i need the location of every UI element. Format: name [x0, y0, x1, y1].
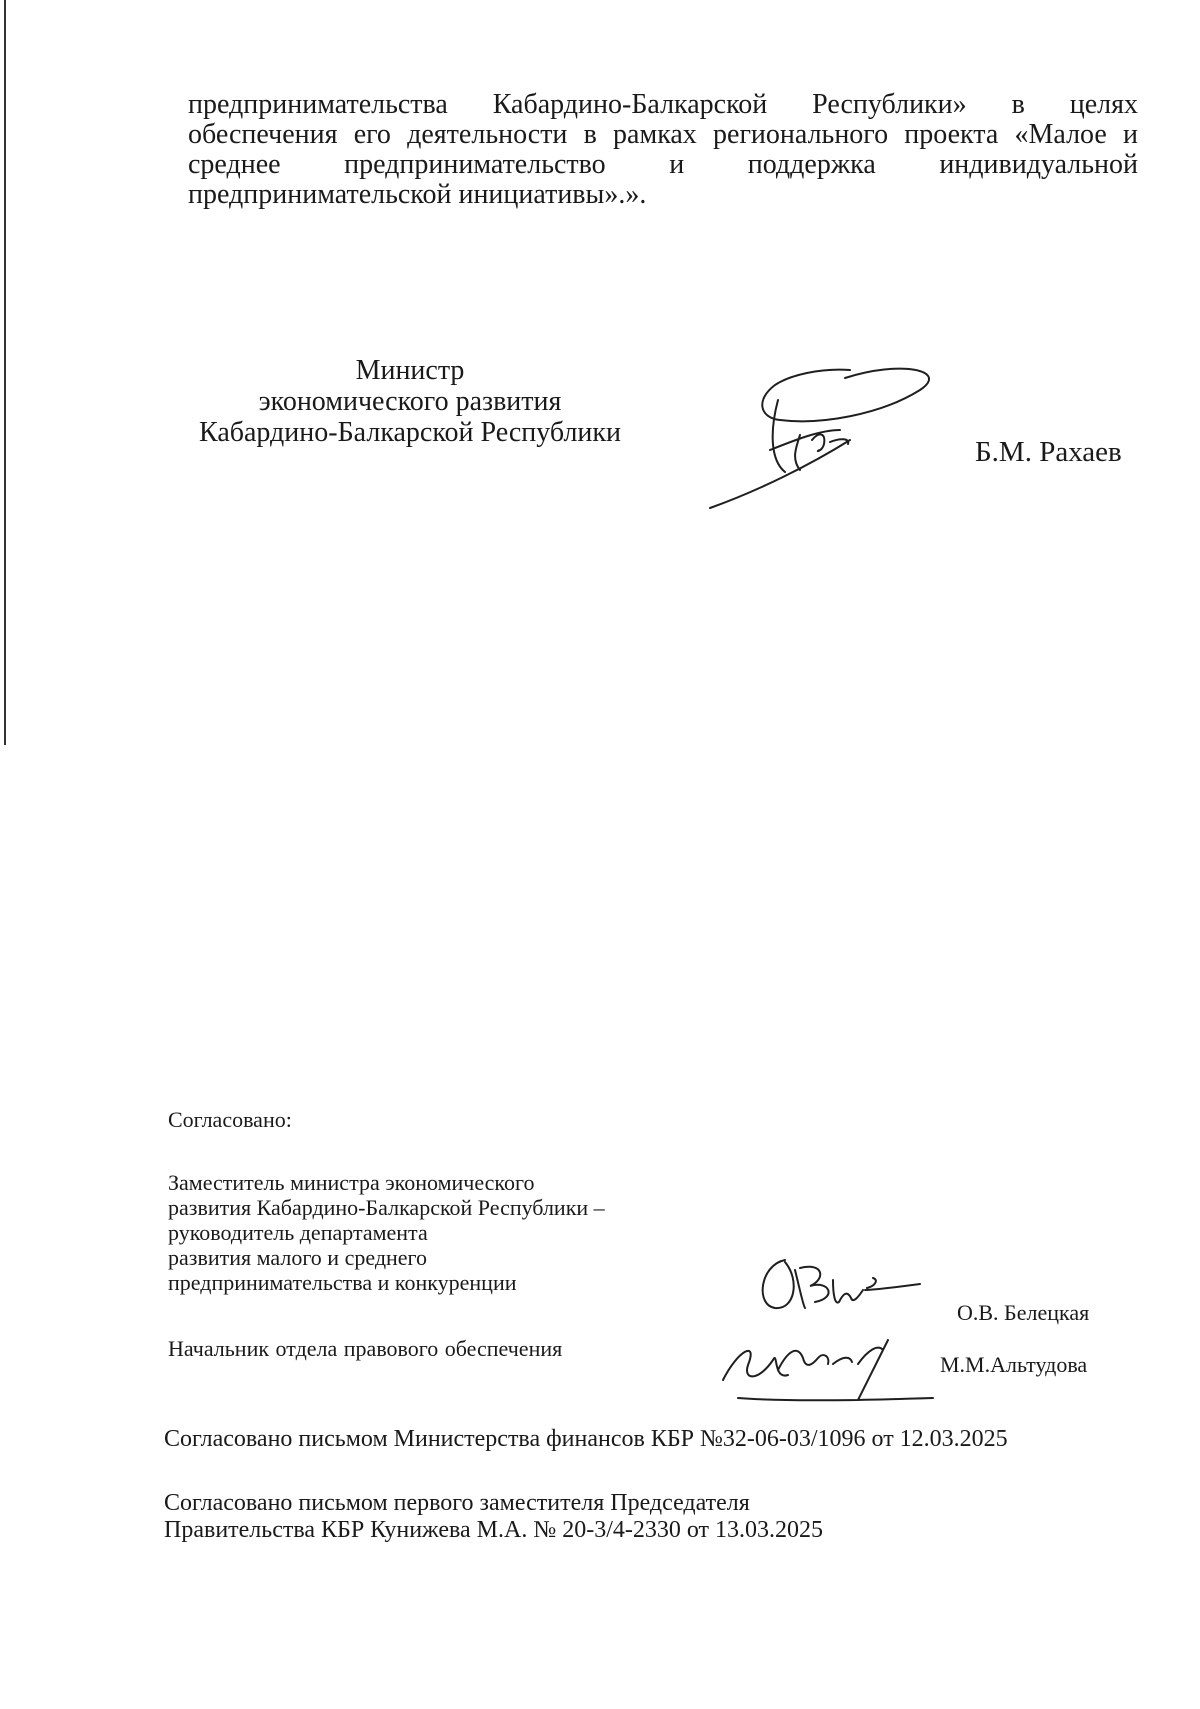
margin-line: [4, 0, 6, 745]
deputy-signature: [755, 1250, 925, 1320]
deputy-position-line: развития малого и среднего: [168, 1245, 428, 1270]
deputy-position-line: предпринимательства и конкуренции: [168, 1270, 517, 1295]
deputy-name: О.В. Белецкая: [957, 1300, 1090, 1325]
minister-title-line: Министр: [355, 355, 465, 386]
deputy-position-line: руководитель департамента: [168, 1220, 428, 1245]
deputy-position: [168, 1170, 728, 1295]
legal-head-signature: [718, 1320, 938, 1410]
legal-head-name: М.М.Альтудова: [940, 1352, 1088, 1377]
minister-name: Б.М. Рахаев: [975, 436, 1122, 468]
paragraph-line: среднее предпринимательство и поддержка индивидуальной: [188, 149, 1138, 180]
approval-heading: Согласовано:: [168, 1107, 292, 1132]
paragraph-line: предпринимательской инициативы».».: [188, 179, 647, 210]
minister-title-line: Кабардино-Балкарской Республики: [199, 417, 621, 448]
first-deputy-note-line: Согласовано письмом первого заместителя Председателя: [164, 1490, 750, 1516]
main-paragraph: [188, 90, 1138, 210]
first-deputy-note: [164, 1490, 823, 1544]
first-deputy-note-line: Правительства КБР Кунижева М.А. № 20-3/4-2330 от 13.03.2025: [164, 1517, 824, 1543]
deputy-position-line: развития Кабардино-Балкарской Республики –: [168, 1195, 605, 1220]
minister-title: [180, 355, 640, 448]
paragraph-line: предпринимательства Кабардино-Балкарской Республики» в целях: [188, 89, 1138, 120]
ministry-finance-note: Согласовано письмом Министерства финансов КБР №32-06-03/1096 от 12.03.2025: [164, 1426, 1008, 1452]
paragraph-line: обеспечения его деятельности в рамках регионального проекта «Малое и: [188, 119, 1138, 150]
deputy-position-line: Заместитель министра экономического: [168, 1170, 535, 1195]
minister-signature: [700, 360, 950, 520]
legal-head-position: Начальник отдела правового обеспечения: [168, 1336, 563, 1361]
minister-title-line: экономического развития: [258, 386, 562, 417]
